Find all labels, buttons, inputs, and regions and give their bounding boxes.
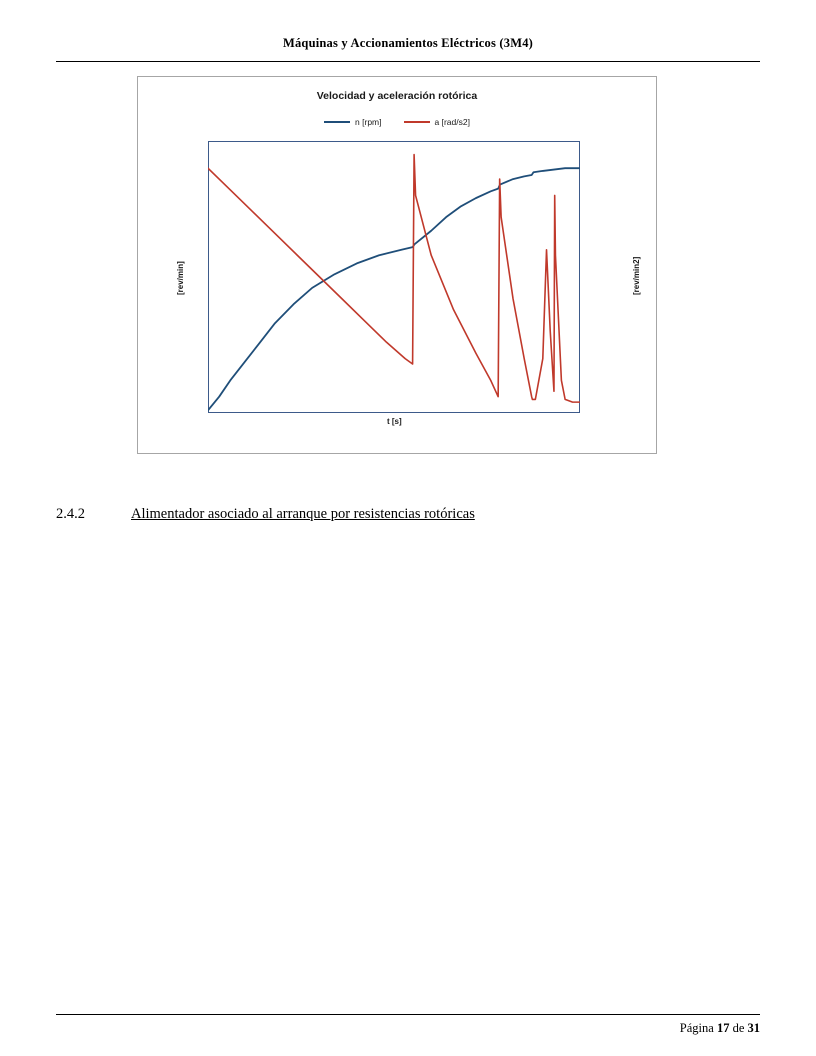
section-title: Alimentador asociado al arranque por resistencias rotóricas [131, 506, 475, 522]
header-title: Máquinas y Accionamientos Eléctricos (3M4) [282, 36, 534, 50]
page-header [56, 36, 760, 51]
section-number: 2.4.2 [56, 506, 85, 522]
legend-item-speed [324, 117, 381, 127]
chart-plot-area [208, 141, 580, 413]
legend-label-speed: n [rpm] [355, 117, 382, 127]
y-axis-right-label: [rev/min2] [632, 256, 641, 295]
chart-svg [208, 141, 580, 413]
page-footer [56, 1021, 760, 1036]
footer-divider [56, 1014, 760, 1015]
footer-prefix: Página [679, 1021, 717, 1035]
figure-container [137, 76, 657, 454]
chart-legend [138, 117, 656, 127]
series-line-speed [208, 168, 580, 410]
legend-swatch-speed [324, 121, 350, 123]
footer-middle: de [729, 1021, 748, 1035]
y-axis-left-label: [rev/min] [176, 261, 185, 295]
legend-item-acceleration [404, 117, 470, 127]
x-axis-label: t [s] [387, 417, 402, 426]
footer-total-pages: 31 [747, 1021, 760, 1035]
footer-page-number: 17 [716, 1021, 730, 1035]
legend-swatch-acceleration [404, 121, 430, 123]
header-divider [56, 61, 760, 62]
chart-title: Velocidad y aceleración rotórica [316, 90, 478, 102]
legend-label-acceleration: a [rad/s2] [434, 117, 470, 127]
series-line-acceleration [208, 155, 580, 403]
